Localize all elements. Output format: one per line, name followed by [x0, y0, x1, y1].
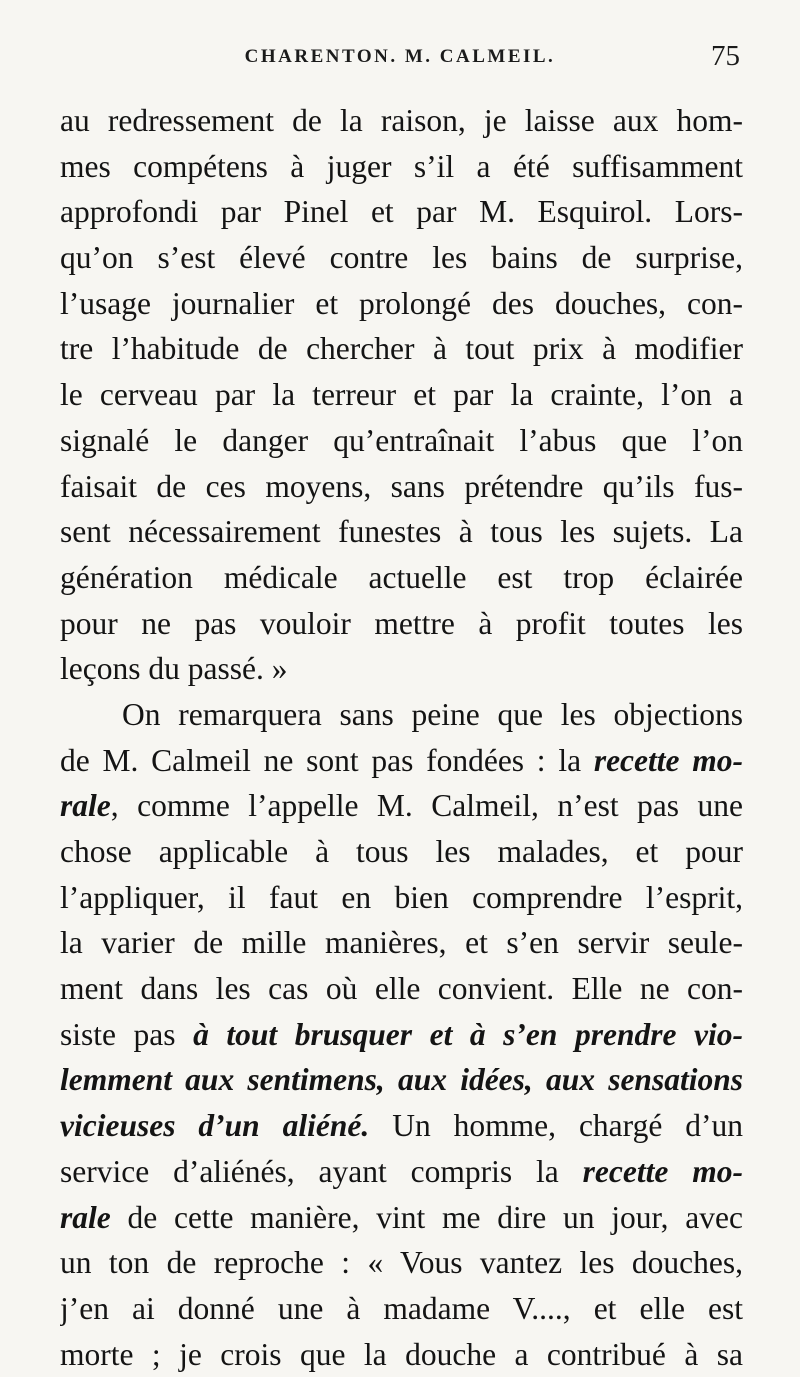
italic-segment: rale [60, 788, 111, 824]
page-number: 75 [711, 40, 740, 72]
text-line [60, 783, 743, 829]
text-line [60, 326, 743, 372]
text-segment: qu’on s’est élevé contre les bains de surprise, [60, 240, 743, 276]
text-segment: au redressement de la raison, je laisse aux hom- [60, 103, 743, 138]
running-title: CHARENTON. M. CALMEIL. [244, 46, 556, 67]
text-segment: pour ne pas vouloir mettre à profit toutes les [60, 605, 743, 641]
text-line [60, 464, 743, 510]
text-line [60, 646, 743, 692]
text-line [60, 281, 743, 327]
text-segment: siste pas [60, 1016, 194, 1052]
running-head [0, 38, 800, 78]
italic-segment: lemment aux sentimens, aux idées, aux sensations [60, 1062, 743, 1098]
text-segment: On remarquera sans peine que les objections [122, 696, 743, 732]
body-text [60, 98, 743, 1377]
text-line [60, 1012, 743, 1058]
text-line [60, 189, 743, 235]
text-segment: signalé le danger qu’entraînait l’abus que l’on [60, 422, 743, 458]
text-line [60, 966, 743, 1012]
text-segment: l’usage journalier et prolongé des douches, con- [60, 285, 743, 321]
text-segment: service d’aliénés, ayant compris la [60, 1153, 583, 1189]
text-segment: de cette manière, vint me dire un jour, avec [110, 1199, 743, 1235]
text-line [60, 829, 743, 875]
text-line [60, 1103, 743, 1149]
text-segment: j’en ai donné une à madame V...., et elle est [60, 1290, 743, 1326]
text-line [60, 235, 743, 281]
text-segment: morte ; je crois que la douche a contribué à sa [60, 1336, 743, 1372]
text-segment: chose applicable à tous les malades, et pour [60, 834, 743, 869]
italic-segment: rale [60, 1199, 111, 1235]
text-line [60, 1057, 743, 1103]
text-segment: Un homme, chargé d’un [369, 1108, 743, 1144]
text-segment: la varier de mille manières, et s’en servir seule- [60, 925, 743, 961]
text-segment: faisait de ces moyens, sans prétendre qu’ils fus- [60, 468, 743, 504]
text-line [60, 509, 743, 555]
text-segment: ment dans les cas où elle convient. Elle ne con- [60, 971, 743, 1007]
text-segment: approfondi par Pinel et par M. Esquirol. Lors- [60, 194, 743, 230]
text-line [60, 418, 743, 464]
text-segment: leçons du passé. » [60, 651, 288, 687]
text-line [60, 144, 743, 190]
text-line [60, 555, 743, 601]
text-segment: mes compétens à juger s’il a été suffisamment [60, 148, 743, 184]
text-segment: le cerveau par la terreur et par la crainte, l’on a [60, 377, 743, 413]
text-line [60, 692, 743, 738]
text-line [60, 1240, 743, 1286]
italic-segment: vicieuses d’un aliéné. [60, 1108, 370, 1144]
italic-segment: à tout brusquer et à s’en prendre vio- [193, 1016, 743, 1052]
text-line [60, 1149, 743, 1195]
text-segment: génération médicale actuelle est trop éclairée [60, 559, 743, 595]
text-line [60, 1332, 743, 1377]
text-segment: l’appliquer, il faut en bien comprendre l’esprit, [60, 879, 743, 915]
italic-segment: recette mo- [582, 1153, 743, 1189]
text-segment: un ton de reproche : « Vous vantez les douches, [60, 1245, 743, 1281]
text-line [60, 98, 743, 144]
text-line [60, 738, 743, 784]
text-line [60, 372, 743, 418]
text-line [60, 875, 743, 921]
italic-segment: recette mo- [593, 742, 743, 778]
text-segment: sent nécessairement funestes à tous les sujets. La [60, 514, 743, 550]
text-segment: tre l’habitude de chercher à tout prix à modifier [60, 331, 743, 367]
text-line [60, 601, 743, 647]
text-line [60, 1195, 743, 1241]
text-line [60, 1286, 743, 1332]
text-line [60, 920, 743, 966]
text-segment: , comme l’appelle M. Calmeil, n’est pas une [110, 788, 743, 824]
text-segment: de M. Calmeil ne sont pas fondées : la [60, 742, 594, 778]
